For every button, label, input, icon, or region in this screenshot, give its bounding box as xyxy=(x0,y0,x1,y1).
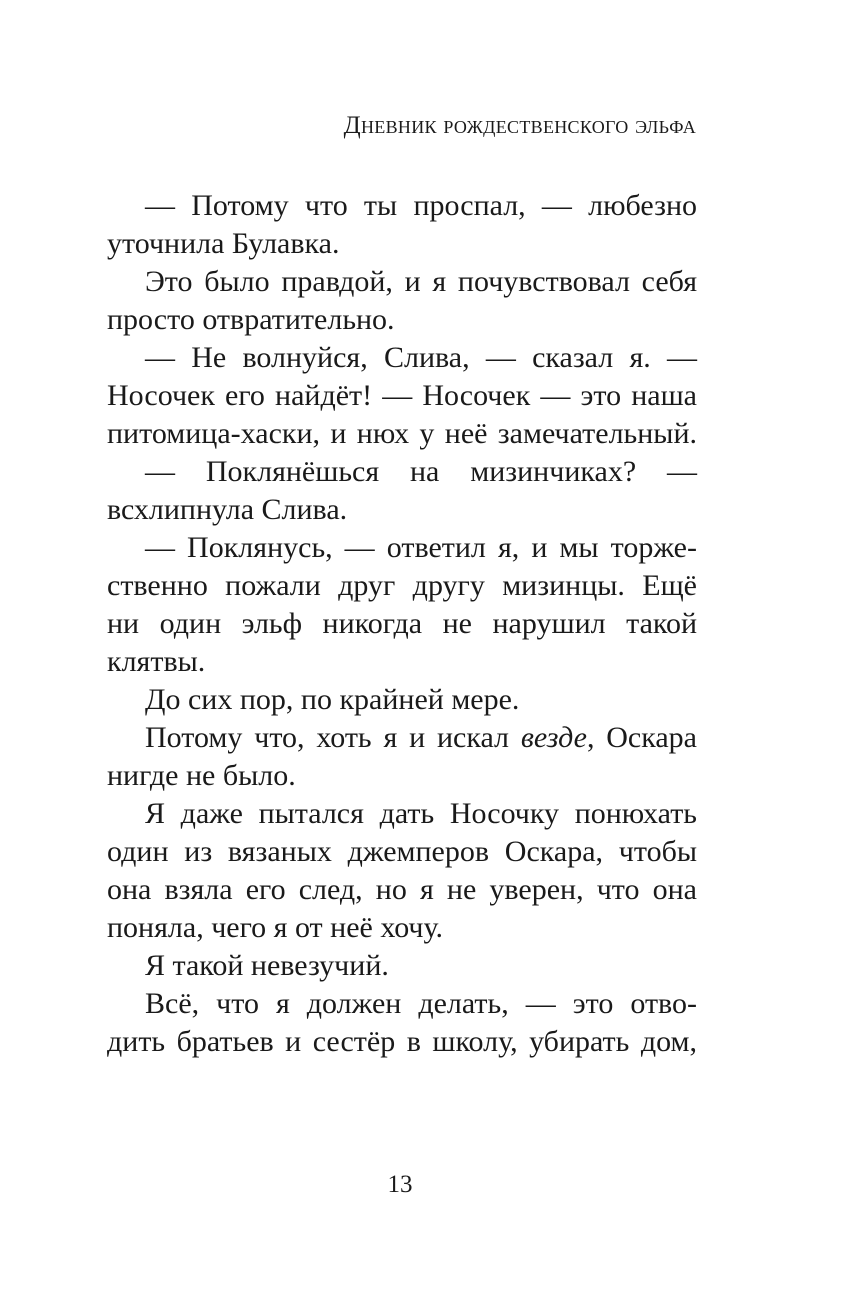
text-line: — Не волнуйся, Слива, — сказал я. — xyxy=(145,341,697,374)
text-line: поняла, чего я от неё хочу. xyxy=(107,911,444,944)
text-line: Всё, что я должен делать, — это отво- xyxy=(145,987,697,1020)
paragraph xyxy=(107,719,697,795)
paragraph xyxy=(107,947,697,985)
paragraph xyxy=(107,795,697,947)
paragraph xyxy=(107,339,697,453)
text-line xyxy=(107,719,697,757)
text-line: один из вязаных джемперов Оскара, чтобы xyxy=(107,835,697,868)
text-line: Я даже пытался дать Носочку понюхать xyxy=(145,797,697,830)
text-line: всхлипнула Слива. xyxy=(107,493,348,526)
text-line: Я такой невезучий. xyxy=(145,949,389,982)
text-line: — Поклянёшься на мизинчиках? — xyxy=(145,455,697,488)
text-line: Носочек его найдёт! — Носочек — это наша xyxy=(107,379,697,412)
text-line: Это было правдой, и я почувствовал себя xyxy=(145,265,697,298)
text-line: клятвы. xyxy=(107,645,206,678)
text-line: ственно пожали друг другу мизинцы. Ещё xyxy=(107,569,697,602)
text-line: питомица-хаски, и нюх у неё замечательный. xyxy=(107,417,697,450)
body-text xyxy=(107,187,697,1061)
paragraph xyxy=(107,453,697,529)
text-line: — Потому что ты проспал, — любезно xyxy=(145,189,697,222)
text-line: — Поклянусь, — ответил я, и мы торже- xyxy=(145,531,697,564)
paragraph xyxy=(107,529,697,681)
text-line: она взяла его след, но я не уверен, что она xyxy=(107,873,697,906)
running-head: Дневник рождественского эльфа xyxy=(343,112,696,139)
text-line: ни один эльф никогда не нарушил такой xyxy=(107,607,697,640)
text-line: уточнила Булавка. xyxy=(107,227,340,260)
paragraph xyxy=(107,263,697,339)
text-line: До сих пор, по крайней мере. xyxy=(145,683,520,716)
text-line: нигде не было. xyxy=(107,759,296,792)
text-run: , Оскара xyxy=(586,721,697,754)
text-run: Потому что, хоть я и искал xyxy=(145,721,509,754)
paragraph xyxy=(107,985,697,1061)
page-number: 13 xyxy=(387,1171,413,1198)
emphasis: везде xyxy=(520,721,587,754)
paragraph xyxy=(107,187,697,263)
text-line: просто отвратительно. xyxy=(107,303,395,336)
text-line: дить братьев и сестёр в школу, убирать дом, xyxy=(107,1025,697,1058)
paragraph xyxy=(107,681,697,719)
